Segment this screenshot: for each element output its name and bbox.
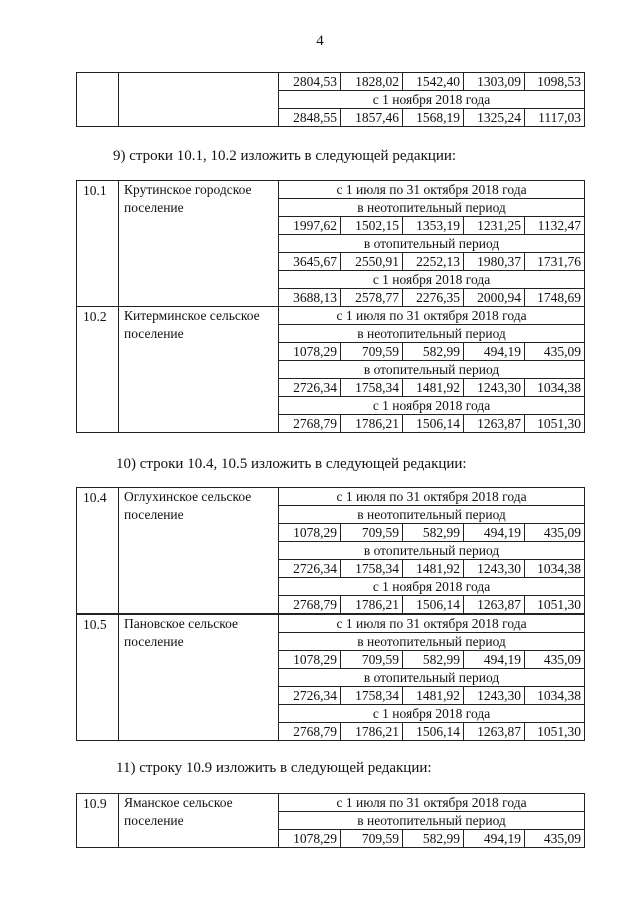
table-row <box>77 794 585 812</box>
value-cell: 1758,34 <box>341 560 403 578</box>
subperiod-cell: в отопительный период <box>279 361 585 379</box>
period-cell: с 1 июля по 31 октября 2018 года <box>279 615 585 633</box>
top-continuation-table <box>76 72 585 127</box>
subperiod-cell: в отопительный период <box>279 669 585 687</box>
value-cell: 1568,19 <box>403 109 464 127</box>
subperiod-cell: в неотопительный период <box>279 325 585 343</box>
tariff-table-10-1-10-2 <box>76 180 585 307</box>
value-cell: 1243,30 <box>464 687 525 705</box>
value-cell: 1132,47 <box>525 217 585 235</box>
value-cell: 582,99 <box>403 524 464 542</box>
value-cell: 1263,87 <box>464 596 525 614</box>
value-cell: 1481,92 <box>403 687 464 705</box>
table-row <box>77 307 585 325</box>
value-cell: 1506,14 <box>403 723 464 741</box>
value-cell: 1353,19 <box>403 217 464 235</box>
period-cell: с 1 ноября 2018 года <box>279 271 585 289</box>
subperiod-cell: в неотопительный период <box>279 199 585 217</box>
instruction-9: 9) строки 10.1, 10.2 изложить в следующей редакции: <box>113 148 457 164</box>
subperiod-cell: в отопительный период <box>279 235 585 253</box>
tariff-table-10-4 <box>76 487 585 614</box>
instruction-10: 10) строки 10.4, 10.5 изложить в следующей редакции: <box>116 456 467 472</box>
settlement-name: Крутинское городское поселение <box>119 181 279 307</box>
value-cell: 1786,21 <box>341 723 403 741</box>
value-cell: 1098,53 <box>525 73 585 91</box>
table-row <box>77 615 585 633</box>
value-cell: 1034,38 <box>525 560 585 578</box>
value-cell: 435,09 <box>525 830 585 848</box>
value-cell: 1263,87 <box>464 415 525 433</box>
value-cell: 1325,24 <box>464 109 525 127</box>
value-cell: 2848,55 <box>279 109 341 127</box>
value-cell: 1731,76 <box>525 253 585 271</box>
value-cell: 2578,77 <box>341 289 403 307</box>
row-code: 10.1 <box>77 181 119 307</box>
value-cell: 709,59 <box>341 830 403 848</box>
value-cell: 2768,79 <box>279 723 341 741</box>
table-row <box>77 488 585 506</box>
value-cell: 1980,37 <box>464 253 525 271</box>
value-cell: 494,19 <box>464 343 525 361</box>
value-cell: 709,59 <box>341 343 403 361</box>
name-cell <box>119 73 279 127</box>
period-cell: с 1 ноября 2018 года <box>279 91 585 109</box>
value-cell: 1786,21 <box>341 596 403 614</box>
value-cell: 1051,30 <box>525 596 585 614</box>
value-cell: 1078,29 <box>279 830 341 848</box>
value-cell: 2768,79 <box>279 596 341 614</box>
value-cell: 3688,13 <box>279 289 341 307</box>
value-cell: 2768,79 <box>279 415 341 433</box>
value-cell: 1786,21 <box>341 415 403 433</box>
value-cell: 3645,67 <box>279 253 341 271</box>
value-cell: 582,99 <box>403 343 464 361</box>
value-cell: 2000,94 <box>464 289 525 307</box>
value-cell: 2252,13 <box>403 253 464 271</box>
period-cell: с 1 июля по 31 октября 2018 года <box>279 488 585 506</box>
value-cell: 2726,34 <box>279 379 341 397</box>
value-cell: 1078,29 <box>279 651 341 669</box>
value-cell: 435,09 <box>525 343 585 361</box>
value-cell: 1502,15 <box>341 217 403 235</box>
value-cell: 494,19 <box>464 524 525 542</box>
value-cell: 1748,69 <box>525 289 585 307</box>
value-cell: 435,09 <box>525 524 585 542</box>
value-cell: 1758,34 <box>341 687 403 705</box>
period-cell: с 1 ноября 2018 года <box>279 705 585 723</box>
row-code: 10.9 <box>77 794 119 848</box>
row-code: 10.5 <box>77 615 119 741</box>
value-cell: 1034,38 <box>525 379 585 397</box>
value-cell: 1997,62 <box>279 217 341 235</box>
subperiod-cell: в неотопительный период <box>279 506 585 524</box>
tariff-table-10-2 <box>76 306 585 433</box>
settlement-name: Китерминское сельское поселение <box>119 307 279 433</box>
instruction-11: 11) строку 10.9 изложить в следующей редакции: <box>116 760 432 776</box>
value-cell: 1758,34 <box>341 379 403 397</box>
value-cell: 582,99 <box>403 651 464 669</box>
value-cell: 1051,30 <box>525 415 585 433</box>
period-cell: с 1 ноября 2018 года <box>279 397 585 415</box>
row-code: 10.4 <box>77 488 119 614</box>
settlement-name: Пановское сельское поселение <box>119 615 279 741</box>
value-cell: 1051,30 <box>525 723 585 741</box>
subperiod-cell: в отопительный период <box>279 542 585 560</box>
value-cell: 1078,29 <box>279 343 341 361</box>
value-cell: 1078,29 <box>279 524 341 542</box>
value-cell: 1243,30 <box>464 560 525 578</box>
settlement-name: Яманское сельское поселение <box>119 794 279 848</box>
value-cell: 1506,14 <box>403 415 464 433</box>
page-number: 4 <box>316 33 324 49</box>
value-cell: 1542,40 <box>403 73 464 91</box>
table-row <box>77 73 585 91</box>
period-cell: с 1 ноября 2018 года <box>279 578 585 596</box>
value-cell: 1117,03 <box>525 109 585 127</box>
value-cell: 709,59 <box>341 524 403 542</box>
tariff-table-10-9 <box>76 793 585 848</box>
value-cell: 1481,92 <box>403 379 464 397</box>
subperiod-cell: в неотопительный период <box>279 633 585 651</box>
value-cell: 1034,38 <box>525 687 585 705</box>
value-cell: 2276,35 <box>403 289 464 307</box>
value-cell: 1303,09 <box>464 73 525 91</box>
period-cell: с 1 июля по 31 октября 2018 года <box>279 307 585 325</box>
period-cell: с 1 июля по 31 октября 2018 года <box>279 181 585 199</box>
subperiod-cell: в неотопительный период <box>279 812 585 830</box>
tariff-table-10-5 <box>76 614 585 741</box>
value-cell: 1243,30 <box>464 379 525 397</box>
value-cell: 435,09 <box>525 651 585 669</box>
period-cell: с 1 июля по 31 октября 2018 года <box>279 794 585 812</box>
value-cell: 2550,91 <box>341 253 403 271</box>
value-cell: 1857,46 <box>341 109 403 127</box>
settlement-name: Оглухинское сельское поселение <box>119 488 279 614</box>
table-row <box>77 181 585 199</box>
value-cell: 494,19 <box>464 651 525 669</box>
value-cell: 2726,34 <box>279 560 341 578</box>
value-cell: 1481,92 <box>403 560 464 578</box>
row-code: 10.2 <box>77 307 119 433</box>
value-cell: 2726,34 <box>279 687 341 705</box>
value-cell: 2804,53 <box>279 73 341 91</box>
value-cell: 494,19 <box>464 830 525 848</box>
code-cell <box>77 73 119 127</box>
value-cell: 1231,25 <box>464 217 525 235</box>
value-cell: 709,59 <box>341 651 403 669</box>
value-cell: 1828,02 <box>341 73 403 91</box>
value-cell: 582,99 <box>403 830 464 848</box>
value-cell: 1263,87 <box>464 723 525 741</box>
value-cell: 1506,14 <box>403 596 464 614</box>
